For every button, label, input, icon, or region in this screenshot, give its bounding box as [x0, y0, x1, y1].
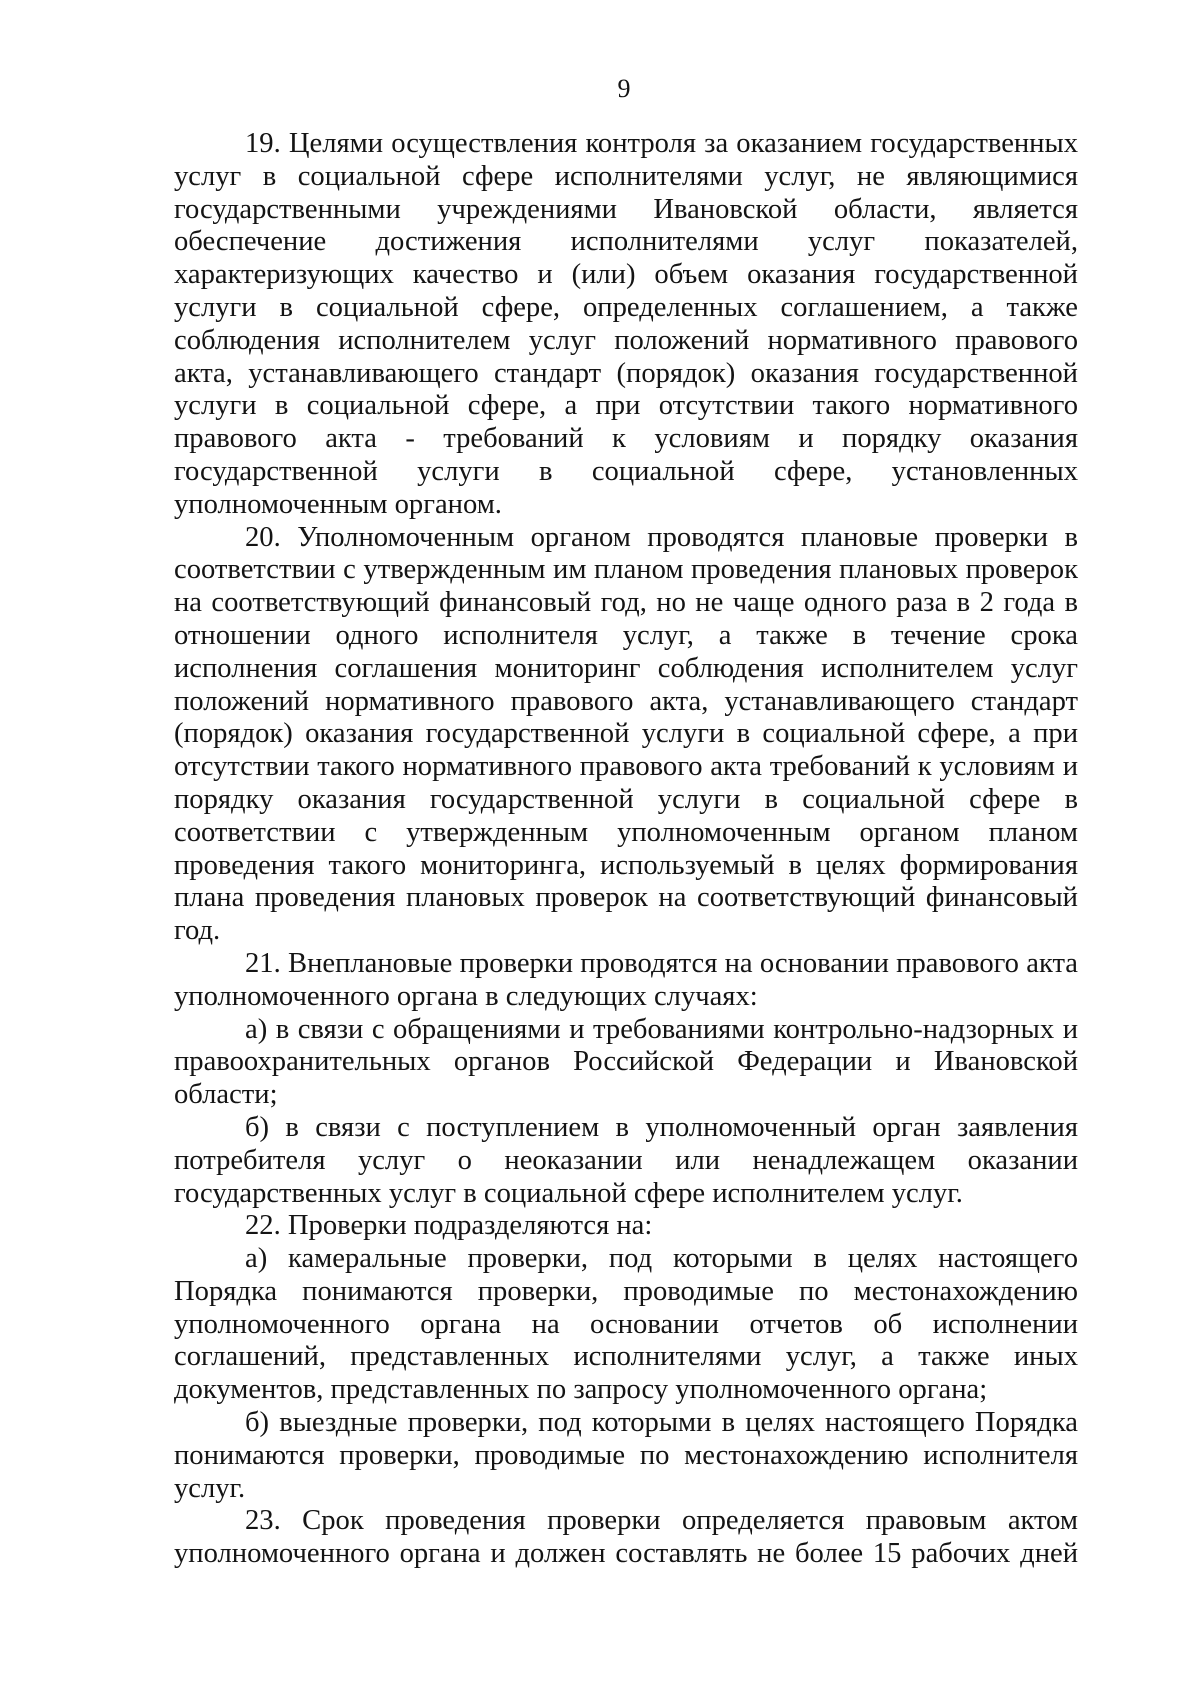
paragraph-23: 23. Срок проведения проверки определяется правовым актом уполномоченного органа и должен составлять не более 15 рабочих дней	[174, 1505, 1078, 1570]
page-number: 9	[617, 74, 631, 103]
paragraph-20: 20. Уполномоченным органом проводятся плановые проверки в соответствии с утвержденным им планом проведения плановых проверок на соответствующий финансовый год, но не чаще одного раза в 2 года в отношении одного исполнителя услуг, а также в течение срока исполнения соглашения мониторинг соблюдения исполнителем услуг положений нормативного правового акта, устанавливающего стандарт (порядок) оказания государственной услуги в социальной сфере, а при отсутствии такого нормативного правового акта требований к условиям и порядку оказания государственной услуги в социальной сфере в соответствии с утвержденным уполномоченным органом планом проведения такого мониторинга, используемый в целях формирования плана проведения плановых проверок на соответствующий финансовый год.	[174, 521, 1078, 947]
document-body	[174, 128, 1078, 1571]
paragraph-22: 22. Проверки подразделяются на:	[245, 1210, 653, 1242]
paragraph-19: 19. Целями осуществления контроля за оказанием государственных услуг в социальной сфере исполнителями услуг, не являющимися государственными учреждениями Ивановской области, является обеспечение достижения исполнителями услуг показателей, характеризующих качество и (или) объем оказания государственной услуги в социальной сфере, определенных соглашением, а также соблюдения исполнителем услуг положений нормативного правового акта, устанавливающего стандарт (порядок) оказания государственной услуги в социальной сфере, а при отсутствии такого нормативного правового акта - требований к условиям и порядку оказания государственной услуги в социальной сфере, установленных уполномоченным органом.	[174, 128, 1078, 520]
paragraph-21: 21. Внеплановые проверки проводятся на основании правового акта уполномоченного органа в следующих случаях:	[174, 947, 1078, 1012]
paragraph-21-a: а) в связи с обращениями и требованиями контрольно-надзорных и правоохранительных органов Российской Федерации и Ивановской области;	[174, 1013, 1078, 1111]
paragraph-22-a: а) камеральные проверки, под которыми в целях настоящего Порядка понимаются проверки, проводимые по местонахождению уполномоченного органа на основании отчетов об исполнении соглашений, представленных исполнителями услуг, а также иных документов, представленных по запросу уполномоченного органа;	[174, 1243, 1078, 1406]
paragraph-21-b: б) в связи с поступлением в уполномоченный орган заявления потребителя услуг о неоказании или ненадлежащем оказании государственных услуг в социальной сфере исполнителем услуг.	[174, 1111, 1078, 1209]
paragraph-22-b: б) выездные проверки, под которыми в целях настоящего Порядка понимаются проверки, проводимые по местонахождению исполнителя услуг.	[174, 1407, 1078, 1504]
